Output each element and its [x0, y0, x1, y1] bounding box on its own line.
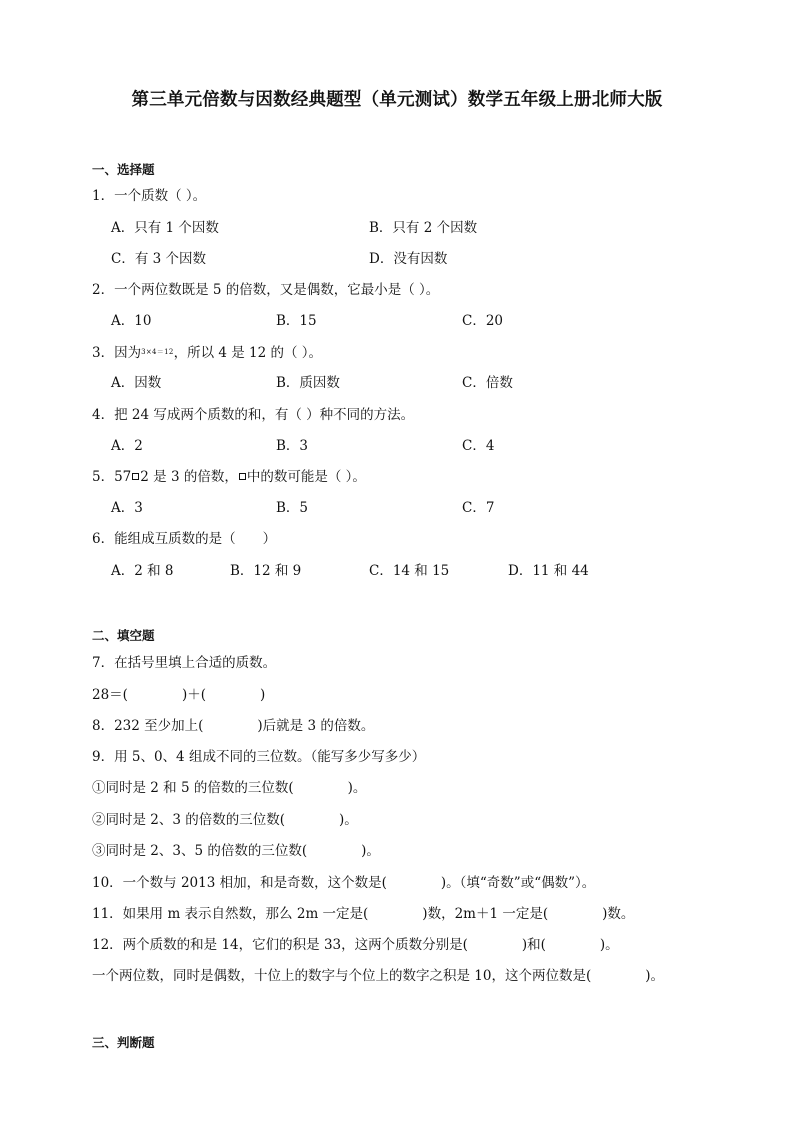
q1-option-c: C．有 3 个因数 — [111, 251, 207, 267]
question-6: 6．能组成互质数的是（ ） — [92, 531, 277, 547]
q2-option-a: A．10 — [111, 313, 152, 329]
question-4: 4．把 24 写成两个质数的和，有（ ）种不同的方法。 — [92, 407, 415, 423]
q5-text-after: 中的数可能是（ ）。 — [246, 469, 366, 485]
q2-option-c: C．20 — [462, 313, 504, 329]
question-1: 1．一个质数（ ）。 — [92, 188, 207, 204]
question-7: 7．在括号里填上合适的质数。 — [92, 655, 277, 671]
q3-text-after: ，所以 4 是 12 的（ ）。 — [173, 345, 323, 361]
q3-option-c: C．倍数 — [462, 375, 513, 391]
q3-equation: 3×4＝12 — [141, 348, 174, 356]
q4-option-c: C．4 — [462, 438, 495, 454]
q3-option-a: A．因数 — [111, 375, 162, 391]
q3-text-before: 3．因为 — [92, 345, 142, 361]
q6-option-c: C．14 和 15 — [369, 563, 450, 579]
question-11: 11．如果用 m 表示自然数，那么 2m 一定是( )数，2m＋1 一定是( )数。 — [92, 906, 635, 922]
q6-option-a: A．2 和 8 — [111, 563, 174, 579]
question-9-part-2: ②同时是 2、3 的倍数的三位数( )。 — [92, 812, 358, 828]
q5-text-before: 5．57 — [92, 469, 132, 485]
q2-option-b: B．15 — [276, 313, 317, 329]
question-10: 10．一个数与 2013 相加，和是奇数，这个数是( )。（填“奇数”或“偶数”）。 — [92, 875, 596, 891]
q6-option-d: D．11 和 44 — [508, 563, 589, 579]
blank-box-icon — [239, 473, 246, 480]
q4-option-b: B．3 — [276, 438, 309, 454]
q5-option-a: A．3 — [111, 500, 143, 516]
question-2: 2．一个两位数既是 5 的倍数，又是偶数，它最小是（ ）。 — [92, 282, 440, 298]
q1-option-b: B．只有 2 个因数 — [369, 220, 478, 236]
q1-option-d: D．没有因数 — [369, 251, 448, 267]
q1-option-a: A．只有 1 个因数 — [111, 220, 219, 236]
section-heading-judge: 三、判断题 — [92, 1035, 155, 1050]
q5-option-c: C．7 — [462, 500, 495, 516]
question-7-answer-line: 28＝( )＋( ) — [92, 687, 266, 703]
section-heading-choice: 一、选择题 — [92, 162, 155, 177]
page-title: 第三单元倍数与因数经典题型（单元测试）数学五年级上册北师大版 — [131, 90, 663, 110]
blank-box-icon — [132, 473, 139, 480]
question-12: 12．两个质数的和是 14，它们的积是 33，这两个质数分别是( )和( )。 — [92, 937, 619, 953]
section-heading-fill: 二、填空题 — [92, 628, 155, 643]
question-9-part-3: ③同时是 2、3、5 的倍数的三位数( )。 — [92, 843, 380, 859]
q3-option-b: B．质因数 — [276, 375, 340, 391]
question-9-part-1: ①同时是 2 和 5 的倍数的三位数( )。 — [92, 780, 367, 796]
q5-text-mid: 2 是 3 的倍数， — [140, 469, 238, 485]
question-9: 9．用 5、0、4 组成不同的三位数。（能写多少写多少） — [92, 749, 426, 765]
q6-option-b: B．12 和 9 — [230, 563, 302, 579]
q5-option-b: B．5 — [276, 500, 309, 516]
question-8: 8．232 至少加上( )后就是 3 的倍数。 — [92, 718, 375, 734]
question-5 — [92, 468, 366, 486]
q4-option-a: A．2 — [111, 438, 143, 454]
question-12-continued: 一个两位数，同时是偶数，十位上的数字与个位上的数字之积是 10，这个两位数是( )。 — [92, 968, 665, 984]
question-3 — [92, 343, 322, 362]
